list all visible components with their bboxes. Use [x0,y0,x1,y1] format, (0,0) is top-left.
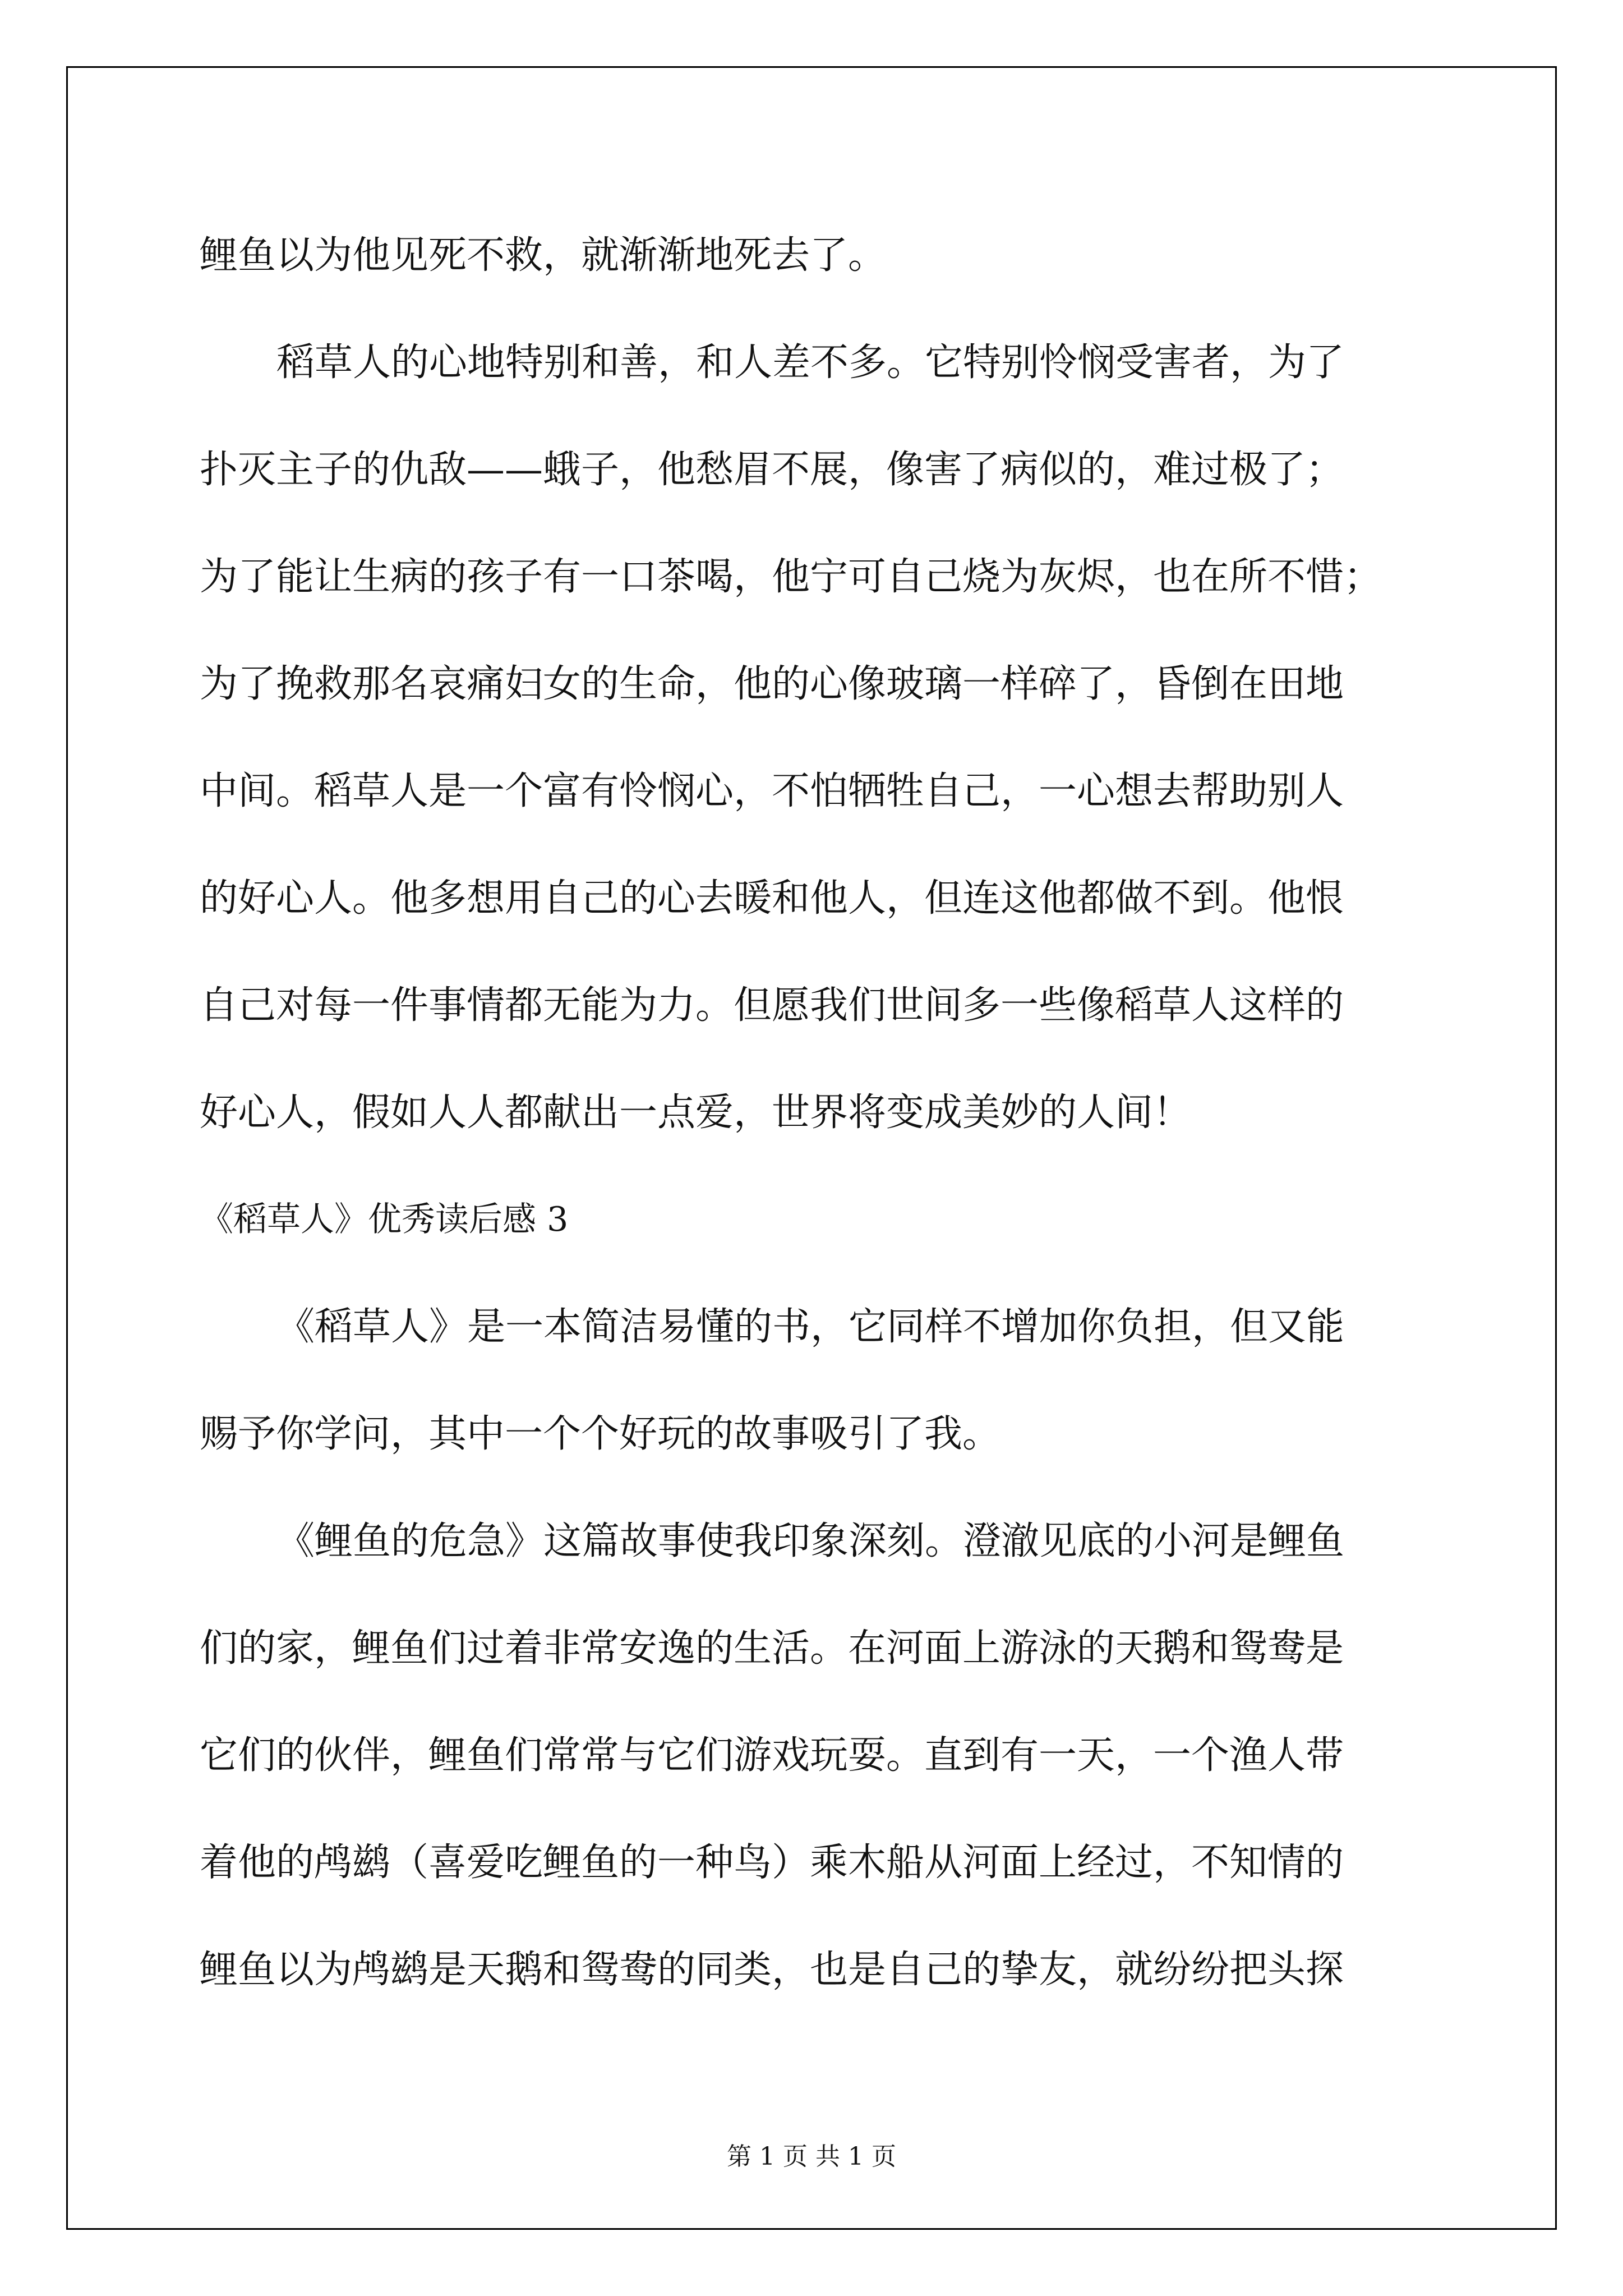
section-heading: 《稻草人》优秀读后感 3 [200,1200,569,1239]
text-line: 为了能让生病的孩子有一口茶喝，他宁可自己烧为灰烬，也在所不惜； [200,555,1382,599]
text-line: 中间。稻草人是一个富有怜悯心，不怕牺牲自己，一心想去帮助别人 [200,769,1344,813]
text-line: 为了挽救那名哀痛妇女的生命，他的心像玻璃一样碎了，昏倒在田地 [200,662,1344,706]
text-line: 鲤鱼以为鸬鹚是天鹅和鸳鸯的同类，也是自己的挚友，就纷纷把头探 [200,1948,1344,1992]
text-line: 它们的伙伴，鲤鱼们常常与它们游戏玩耍。直到有一天，一个渔人带 [200,1733,1344,1778]
text-line: 们的家，鲤鱼们过着非常安逸的生活。在河面上游泳的天鹅和鸳鸯是 [200,1626,1344,1671]
text-line: 鲤鱼以为他见死不救，就渐渐地死去了。 [200,233,887,278]
text-line: 《稻草人》是一本简洁易懂的书，它同样不增加你负担，但又能 [276,1305,1345,1349]
text-line: 着他的鸬鹚（喜爱吃鲤鱼的一种鸟）乘木船从河面上经过，不知情的 [200,1841,1344,1885]
text-line: 自己对每一件事情都无能为力。但愿我们世间多一些像稻草人这样的 [200,983,1344,1028]
document-body [200,202,1433,2023]
text-line: 《鲤鱼的危急》这篇故事使我印象深刻。澄澈见底的小河是鲤鱼 [276,1519,1345,1563]
text-line: 赐予你学问，其中一个个好玩的故事吸引了我。 [200,1412,1001,1456]
text-line: 扑灭主子的仇敌——蛾子，他愁眉不展，像害了病似的，难过极了； [200,448,1344,492]
text-line: 好心人，假如人人都献出一点爱，世界将变成美妙的人间！ [200,1091,1192,1135]
page-footer: 第 1 页 共 1 页 [727,2142,896,2171]
text-line: 稻草人的心地特别和善，和人差不多。它特别怜悯受害者，为了 [276,341,1345,385]
text-line: 的好心人。他多想用自己的心去暖和他人，但连这他都做不到。他恨 [200,876,1344,921]
